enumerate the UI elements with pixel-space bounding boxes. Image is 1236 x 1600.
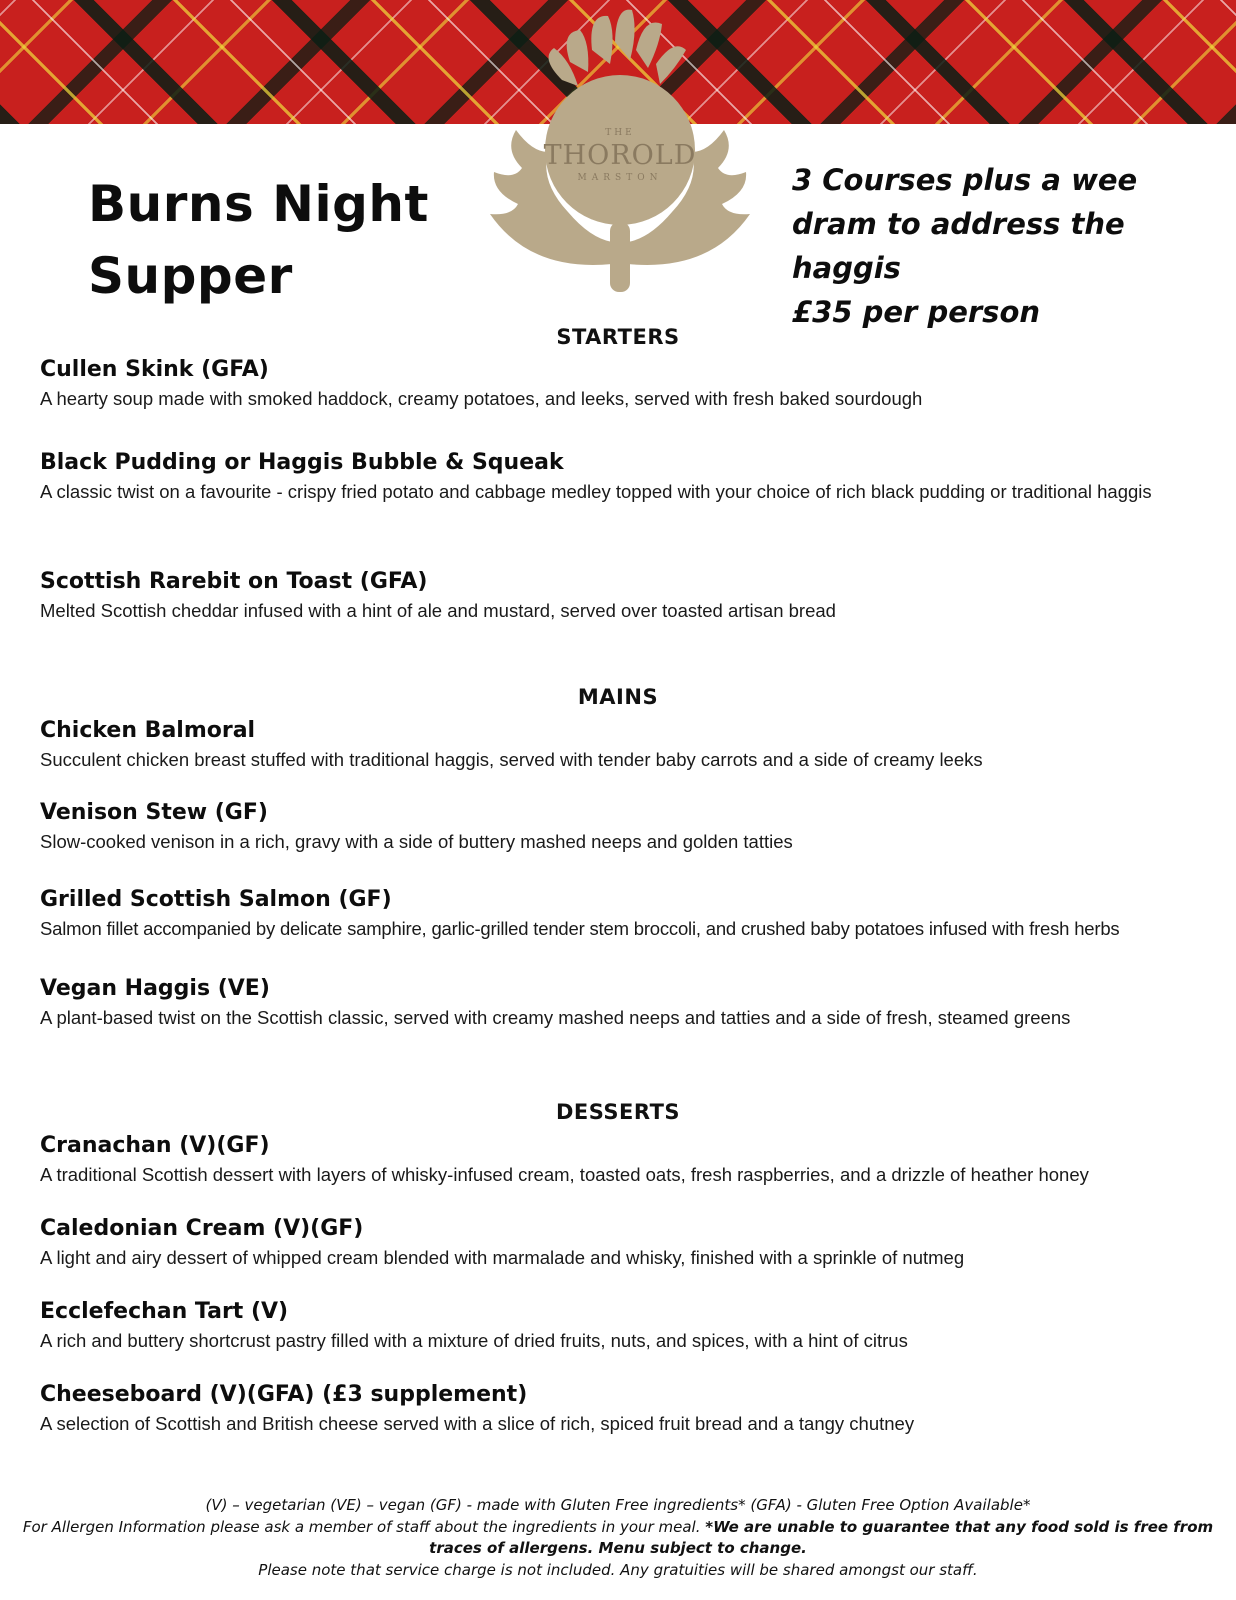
dish-name: Scottish Rarebit on Toast (GFA) [40, 569, 428, 594]
dish-name: Cheeseboard (V)(GFA) (£3 supplement) [40, 1382, 528, 1407]
dish-name: Black Pudding or Haggis Bubble & Squeak [40, 450, 564, 475]
section-title-mains: MAINS [577, 685, 659, 709]
menu-item [40, 448, 1220, 505]
allergen-warning: *We are unable to guarantee that any food sold is free from traces of allergens. Menu subject to change. [429, 1517, 1214, 1557]
offer-line-3: haggis [792, 251, 901, 285]
menu-item [40, 1131, 1220, 1188]
dish-name: Venison Stew (GF) [40, 800, 268, 825]
dish-description: A plant-based twist on the Scottish classic, served with creamy mashed neeps and tatties and a side of fresh, steamed greens [40, 1007, 1071, 1028]
menu-item [40, 1214, 1220, 1271]
footer-notes [20, 1495, 1216, 1581]
offer-line-1: 3 Courses plus a wee [792, 163, 1138, 197]
dish-description: A light and airy dessert of whipped cream blended with marmalade and whisky, finished with a sprinkle of nutmeg [40, 1247, 965, 1268]
dish-description: Melted Scottish cheddar infused with a hint of ale and mustard, served over toasted artisan bread [40, 600, 836, 621]
dish-description: A traditional Scottish dessert with layers of whisky-infused cream, toasted oats, fresh raspberries, and a drizzle of heather honey [40, 1164, 1089, 1185]
menu-item [40, 798, 1220, 855]
menu-item [40, 1380, 1220, 1437]
title-line-1: Burns Night [88, 175, 429, 233]
section-title-starters: STARTERS [556, 325, 680, 349]
dish-description: Slow-cooked venison in a rich, gravy with a side of buttery mashed neeps and golden tatties [40, 831, 793, 852]
dish-description: A classic twist on a favourite - crispy fried potato and cabbage medley topped with your choice of rich black pudding or traditional haggis [40, 481, 1152, 502]
dish-name: Grilled Scottish Salmon (GF) [40, 887, 392, 912]
dish-name: Caledonian Cream (V)(GF) [40, 1216, 364, 1241]
dish-name: Chicken Balmoral [40, 718, 256, 743]
dish-name: Vegan Haggis (VE) [40, 976, 270, 1001]
logo-name: THOROLD [543, 140, 697, 171]
dish-description: A selection of Scottish and British cheese served with a slice of rich, spiced fruit bread and a tangy chutney [40, 1413, 915, 1434]
dish-description: A rich and buttery shortcrust pastry filled with a mixture of dried fruits, nuts, and spices, with a hint of citrus [40, 1330, 908, 1351]
menu-item [40, 567, 1220, 624]
dietary-legend: (V) – vegetarian (VE) – vegan (GF) - made with Gluten Free ingredients* (GFA) - Gluten Free Option Available* [205, 1496, 1031, 1514]
logo-the: THE [605, 128, 635, 138]
menu-item [40, 355, 1220, 412]
service-charge-note: Please note that service charge is not included. Any gratuities will be shared amongst our staff. [258, 1560, 978, 1579]
dish-description: A hearty soup made with smoked haddock, creamy potatoes, and leeks, served with fresh baked sourdough [40, 388, 923, 409]
dish-description: Succulent chicken breast stuffed with traditional haggis, served with tender baby carrots and a side of creamy leeks [40, 749, 983, 770]
page-title [88, 168, 458, 312]
allergen-text: For Allergen Information please ask a member of staff about the ingredients in your meal. [22, 1517, 706, 1536]
menu-item [40, 974, 1220, 1031]
price-offer [792, 158, 1212, 334]
section-title-desserts: DESSERTS [555, 1100, 681, 1124]
dish-description: Salmon fillet accompanied by delicate samphire, garlic-grilled tender stem broccoli, and crushed baby potatoes infused with fresh herbs [40, 918, 1120, 939]
menu-item [40, 885, 1220, 942]
dish-name: Ecclefechan Tart (V) [40, 1299, 289, 1324]
dish-name: Cullen Skink (GFA) [40, 357, 269, 382]
offer-price: £35 per person [792, 295, 1041, 329]
dish-name: Cranachan (V)(GF) [40, 1133, 270, 1158]
menu-item [40, 716, 1220, 773]
logo-place: MARSTON [577, 173, 663, 183]
allergen-info [20, 1517, 1216, 1560]
menu-item [40, 1297, 1220, 1354]
title-line-2: Supper [88, 247, 293, 305]
offer-line-2: dram to address the [792, 207, 1125, 241]
